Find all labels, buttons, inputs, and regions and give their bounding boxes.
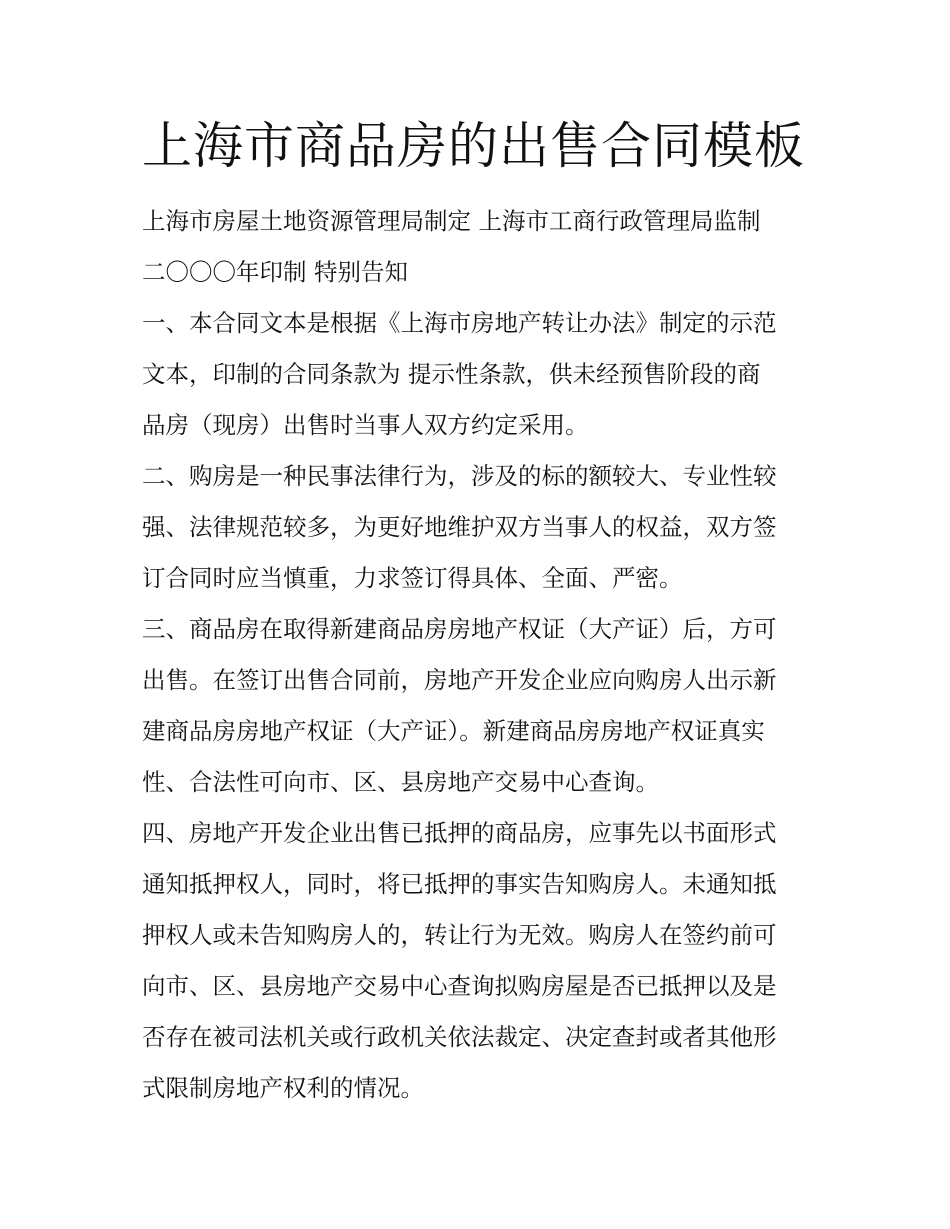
body-line-issuers: 上海市房屋土地资源管理局制定 上海市工商行政管理局监制 — [142, 207, 761, 235]
body-line: 强、法律规范较多，为更好地维护双方当事人的权益，双方签 — [142, 513, 777, 541]
body-line: 出售。在签订出售合同前，房地产开发企业应向购房人出示新 — [142, 666, 777, 694]
body-line: 三、商品房在取得新建商品房房地产权证（大产证）后，方可 — [142, 615, 777, 643]
body-line: 建商品房房地产权证（大产证）。新建商品房房地产权证真实 — [142, 717, 765, 745]
body-line: 一、本合同文本是根据《上海市房地产转让办法》制定的示范 — [142, 309, 777, 337]
document-title: 上海市商品房的出售合同模板 — [142, 117, 805, 175]
body-line: 否存在被司法机关或行政机关依法裁定、决定查封或者其他形 — [142, 1023, 777, 1051]
body-line: 文本，印制的合同条款为 提示性条款，供未经预售阶段的商 — [142, 360, 761, 388]
body-line: 向市、区、县房地产交易中心查询拟购房屋是否已抵押以及是 — [142, 972, 777, 1000]
body-line: 式限制房地产权利的情况。 — [142, 1074, 424, 1102]
body-line: 性、合法性可向市、区、县房地产交易中心查询。 — [142, 768, 659, 796]
body-line: 订合同时应当慎重，力求签订得具体、全面、严密。 — [142, 564, 683, 592]
body-line: 品房（现房）出售时当事人双方约定采用。 — [142, 411, 589, 439]
body-line: 四、房地产开发企业出售已抵押的商品房，应事先以书面形式 — [142, 819, 777, 847]
body-line-print-notice: 二〇〇〇年印制 特别告知 — [142, 258, 408, 286]
body-line: 二、购房是一种民事法律行为，涉及的标的额较大、专业性较 — [142, 462, 777, 490]
body-line: 通知抵押权人，同时，将已抵押的事实告知购房人。未通知抵 — [142, 870, 777, 898]
document-body — [142, 196, 814, 1114]
body-line: 押权人或未告知购房人的，转让行为无效。购房人在签约前可 — [142, 921, 777, 949]
